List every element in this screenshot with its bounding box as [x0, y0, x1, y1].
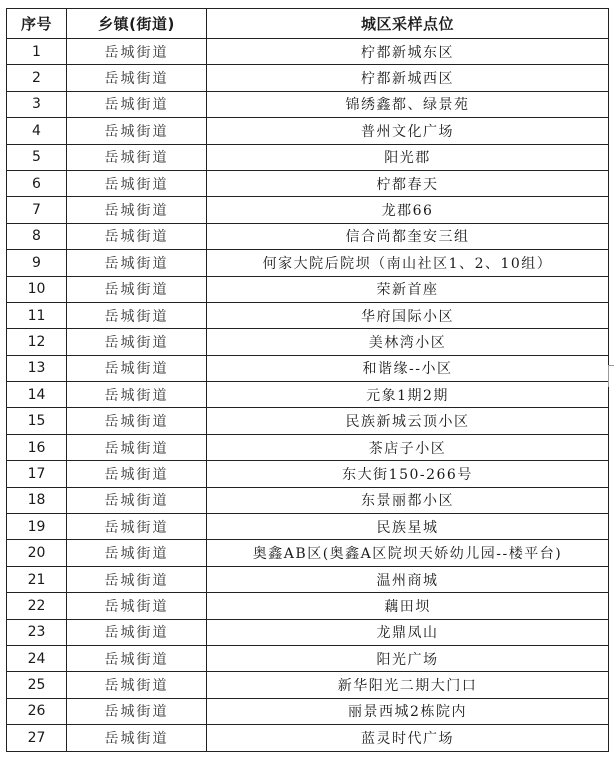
- row-town: 岳城街道: [67, 566, 207, 592]
- table-row: [7, 39, 609, 65]
- table-row: [7, 329, 609, 355]
- row-index: 27: [7, 725, 67, 751]
- row-site: 锦绣鑫都、绿景苑: [207, 91, 609, 117]
- row-site: 藕田坝: [207, 593, 609, 619]
- table-row: [7, 619, 609, 645]
- row-site: 民族星城: [207, 514, 609, 540]
- table-body: [7, 39, 609, 752]
- row-town: 岳城街道: [67, 593, 207, 619]
- row-town: 岳城街道: [67, 382, 207, 408]
- table-row: [7, 302, 609, 328]
- table-row: [7, 698, 609, 724]
- row-index: 1: [7, 39, 67, 65]
- row-town: 岳城街道: [67, 197, 207, 223]
- row-site: 阳光广场: [207, 645, 609, 671]
- row-index: 15: [7, 408, 67, 434]
- row-town: 岳城街道: [67, 118, 207, 144]
- header-town: 乡镇(街道): [67, 9, 207, 39]
- row-town: 岳城街道: [67, 355, 207, 381]
- row-town: 岳城街道: [67, 514, 207, 540]
- row-site: 柠都新城西区: [207, 65, 609, 91]
- row-site: 茶店子小区: [207, 434, 609, 460]
- row-index: 22: [7, 593, 67, 619]
- row-index: 25: [7, 672, 67, 698]
- row-site: 龙鼎凤山: [207, 619, 609, 645]
- row-town: 岳城街道: [67, 645, 207, 671]
- row-town: 岳城街道: [67, 302, 207, 328]
- row-index: 7: [7, 197, 67, 223]
- row-site: 东大街150-266号: [207, 461, 609, 487]
- row-index: 14: [7, 382, 67, 408]
- table-row: [7, 355, 609, 381]
- row-index: 13: [7, 355, 67, 381]
- table-row: [7, 65, 609, 91]
- row-index: 8: [7, 223, 67, 249]
- row-index: 18: [7, 487, 67, 513]
- table-row: [7, 540, 609, 566]
- row-site: 温州商城: [207, 566, 609, 592]
- table-row: [7, 487, 609, 513]
- row-site: 阳光郡: [207, 144, 609, 170]
- table-row: [7, 566, 609, 592]
- row-town: 岳城街道: [67, 672, 207, 698]
- row-index: 5: [7, 144, 67, 170]
- table-row: [7, 170, 609, 196]
- row-site: 荣新首座: [207, 276, 609, 302]
- row-town: 岳城街道: [67, 144, 207, 170]
- page-edge-mark: [608, 365, 614, 387]
- row-town: 岳城街道: [67, 276, 207, 302]
- row-site: 和谐缘--小区: [207, 355, 609, 381]
- row-site: 奥鑫AB区(奥鑫A区院坝天娇幼儿园--楼平台): [207, 540, 609, 566]
- row-index: 6: [7, 170, 67, 196]
- row-index: 24: [7, 645, 67, 671]
- table-row: [7, 197, 609, 223]
- row-site: 柠都春天: [207, 170, 609, 196]
- table-row: [7, 91, 609, 117]
- row-town: 岳城街道: [67, 487, 207, 513]
- row-index: 20: [7, 540, 67, 566]
- row-site: 民族新城云顶小区: [207, 408, 609, 434]
- table-row: [7, 408, 609, 434]
- row-town: 岳城街道: [67, 408, 207, 434]
- row-town: 岳城街道: [67, 223, 207, 249]
- header-row: [7, 9, 609, 39]
- row-index: 2: [7, 65, 67, 91]
- row-town: 岳城街道: [67, 540, 207, 566]
- row-site: 东景丽都小区: [207, 487, 609, 513]
- row-index: 12: [7, 329, 67, 355]
- row-town: 岳城街道: [67, 698, 207, 724]
- row-index: 19: [7, 514, 67, 540]
- row-town: 岳城街道: [67, 170, 207, 196]
- row-index: 17: [7, 461, 67, 487]
- table-row: [7, 725, 609, 751]
- row-index: 9: [7, 250, 67, 276]
- table-row: [7, 276, 609, 302]
- row-index: 16: [7, 434, 67, 460]
- row-town: 岳城街道: [67, 91, 207, 117]
- row-index: 21: [7, 566, 67, 592]
- row-town: 岳城街道: [67, 461, 207, 487]
- table-row: [7, 672, 609, 698]
- header-index: 序号: [7, 9, 67, 39]
- row-index: 26: [7, 698, 67, 724]
- row-site: 美林湾小区: [207, 329, 609, 355]
- row-site: 新华阳光二期大门口: [207, 672, 609, 698]
- row-town: 岳城街道: [67, 65, 207, 91]
- table-row: [7, 645, 609, 671]
- row-town: 岳城街道: [67, 434, 207, 460]
- table-header: [7, 9, 609, 39]
- row-site: 龙郡66: [207, 197, 609, 223]
- table-row: [7, 250, 609, 276]
- row-town: 岳城街道: [67, 250, 207, 276]
- row-site: 信合尚都奎安三组: [207, 223, 609, 249]
- row-site: 柠都新城东区: [207, 39, 609, 65]
- row-index: 10: [7, 276, 67, 302]
- header-site: 城区采样点位: [207, 9, 609, 39]
- table-row: [7, 514, 609, 540]
- row-site: 何家大院后院坝（南山社区1、2、10组）: [207, 250, 609, 276]
- row-index: 23: [7, 619, 67, 645]
- row-site: 丽景西城2栋院内: [207, 698, 609, 724]
- table-row: [7, 144, 609, 170]
- row-town: 岳城街道: [67, 39, 207, 65]
- row-site: 华府国际小区: [207, 302, 609, 328]
- row-town: 岳城街道: [67, 619, 207, 645]
- sampling-sites-table: [6, 8, 609, 752]
- row-index: 11: [7, 302, 67, 328]
- table-row: [7, 461, 609, 487]
- row-index: 4: [7, 118, 67, 144]
- table-row: [7, 118, 609, 144]
- table-row: [7, 593, 609, 619]
- row-site: 普州文化广场: [207, 118, 609, 144]
- row-site: 蓝灵时代广场: [207, 725, 609, 751]
- row-town: 岳城街道: [67, 725, 207, 751]
- table-row: [7, 434, 609, 460]
- sampling-sites-document: [6, 8, 608, 752]
- table-row: [7, 223, 609, 249]
- row-town: 岳城街道: [67, 329, 207, 355]
- row-site: 元象1期2期: [207, 382, 609, 408]
- table-row: [7, 382, 609, 408]
- row-index: 3: [7, 91, 67, 117]
